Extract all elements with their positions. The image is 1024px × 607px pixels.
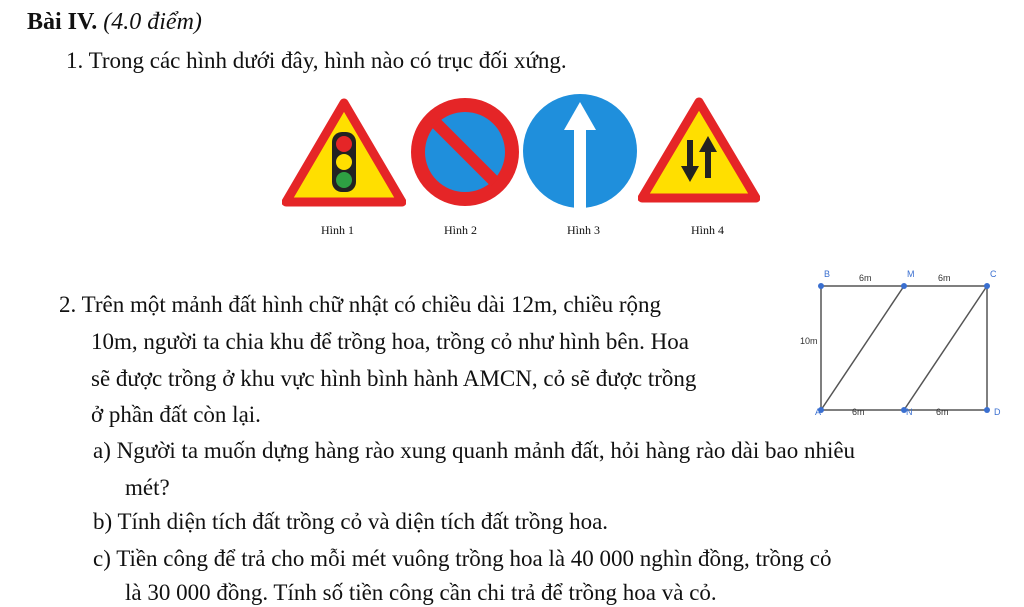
question-2b-line-1: b) Tính diện tích đất trồng cỏ và diện tích đất trồng hoa.	[93, 509, 609, 534]
segment-am	[821, 286, 904, 410]
two-way-traffic-sign	[638, 96, 760, 204]
section-points: (4.0 điểm)	[103, 9, 202, 35]
length-label-an: 6m	[852, 407, 865, 417]
point-label-a: A	[815, 407, 822, 417]
question-2c-line-2: là 30 000 đồng. Tính số tiền công cần chi trả để trồng hoa và cỏ.	[125, 580, 717, 605]
rectangle-diagram	[795, 265, 1010, 425]
point-d-dot	[984, 407, 990, 413]
straight-ahead-only-sign	[520, 92, 640, 210]
sign-caption-3: Hình 3	[567, 223, 600, 237]
point-m-dot	[901, 283, 907, 289]
length-label-mc: 6m	[938, 273, 951, 283]
question-2-line-2: 10m, người ta chia khu để trồng hoa, trồng cỏ như hình bên. Hoa	[91, 329, 689, 354]
point-label-b: B	[824, 269, 831, 279]
length-label-nd: 6m	[936, 407, 949, 417]
question-2a-line-2: mét?	[125, 475, 170, 500]
point-label-c: C	[990, 269, 997, 279]
point-b-dot	[818, 283, 824, 289]
sign-caption-2: Hình 2	[444, 223, 477, 237]
question-2a-line-1: a) Người ta muốn dựng hàng rào xung quanh mảnh đất, hỏi hàng rào dài bao nhiêu	[93, 438, 856, 463]
point-label-d: D	[994, 407, 1001, 417]
question-1-text: 1. Trong các hình dưới đây, hình nào có trục đối xứng.	[66, 48, 567, 73]
traffic-light-warning-sign	[282, 98, 406, 208]
no-parking-sign	[406, 93, 524, 211]
length-label-bm: 6m	[859, 273, 872, 283]
section-heading	[27, 8, 202, 36]
segment-nc	[904, 286, 987, 410]
question-2-line-3: sẽ được trồng ở khu vực hình bình hành AMCN, cỏ sẽ được trồng	[91, 366, 697, 391]
sign-caption-4: Hình 4	[691, 223, 724, 237]
point-c-dot	[984, 283, 990, 289]
section-title: Bài IV.	[27, 9, 98, 35]
question-2-line-4: ở phần đất còn lại.	[91, 402, 261, 427]
point-label-m: M	[907, 269, 915, 279]
length-label-ab: 10m	[800, 336, 818, 346]
rectangle-abcd	[821, 286, 987, 410]
question-2c-line-1: c) Tiền công để trả cho mỗi mét vuông trồng hoa là 40 000 nghìn đồng, trồng cỏ	[93, 546, 832, 571]
sign-caption-1: Hình 1	[321, 223, 354, 237]
question-2-line-1: 2. Trên một mảnh đất hình chữ nhật có chiều dài 12m, chiều rộng	[59, 292, 662, 317]
point-label-n: N	[906, 407, 913, 417]
